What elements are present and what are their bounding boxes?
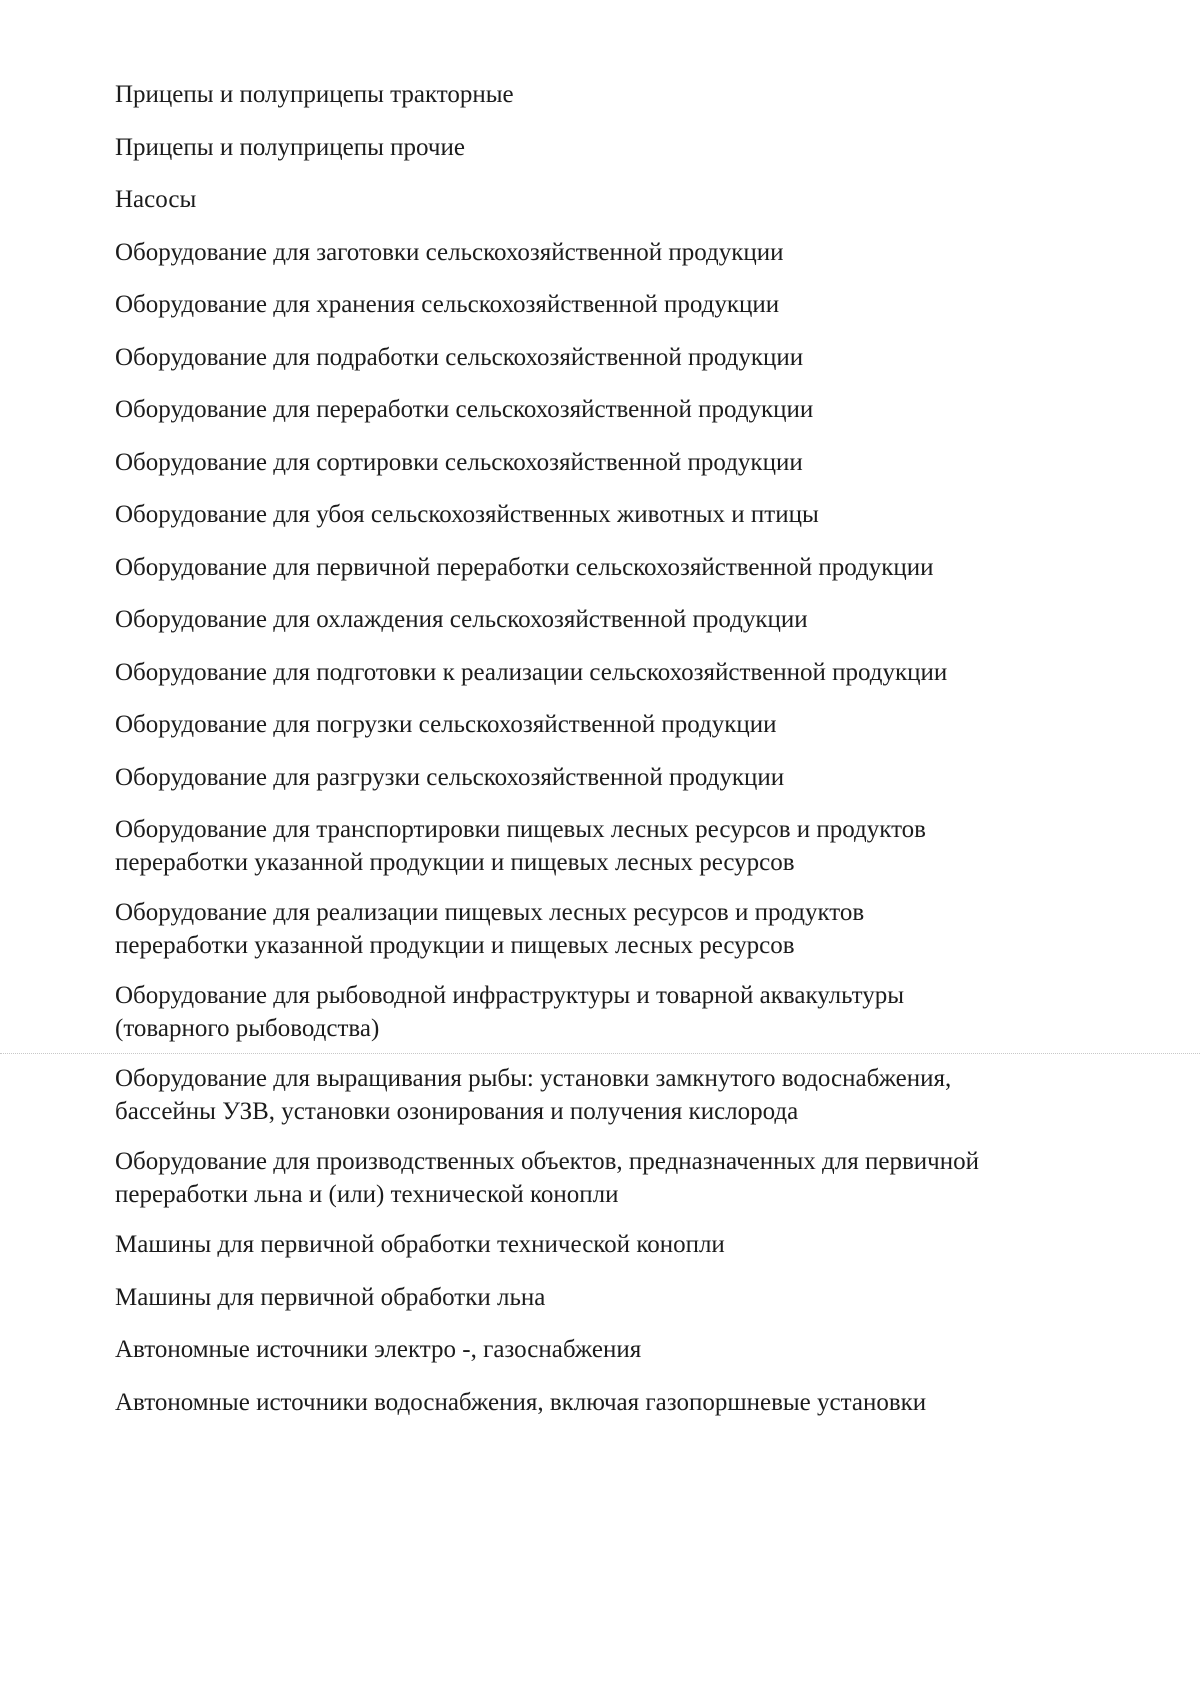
list-item: Оборудование для переработки сельскохозяйственной продукции: [115, 396, 814, 423]
list-item: Автономные источники водоснабжения, включая газопоршневые установки: [115, 1388, 927, 1416]
list-item: Оборудование для первичной переработки сельскохозяйственной продукции: [115, 553, 934, 581]
list-item: Оборудование для подготовки к реализации сельскохозяйственной продукции: [115, 658, 948, 686]
list-item: Оборудование для охлаждения сельскохозяйственной продукции: [115, 606, 808, 633]
list-item: Прицепы и полуприцепы прочие: [115, 133, 465, 161]
list-item: Оборудование для реализации пищевых лесных ресурсов и продуктов переработки указанной продукции и пищевых лесных ресурсов: [115, 899, 865, 959]
list-item: Оборудование для выращивания рыбы: установки замкнутого водоснабжения, бассейны УЗВ, установки озонирования и получения кислорода: [115, 1065, 952, 1125]
list-item: Оборудование для заготовки сельскохозяйственной продукции: [115, 238, 784, 266]
list-item: Оборудование для производственных объектов, предназначенных для первичной переработки льна и (или) технической конопли: [115, 1148, 979, 1208]
list-item: Оборудование для убоя сельскохозяйственных животных и птицы: [115, 501, 819, 528]
list-item: Машины для первичной обработки технической конопли: [115, 1231, 725, 1258]
list-item: Автономные источники электро -, газоснабжения: [115, 1336, 642, 1363]
list-item: Насосы: [115, 186, 197, 213]
list-item: Прицепы и полуприцепы тракторные: [115, 81, 514, 108]
list-item: Оборудование для разгрузки сельскохозяйственной продукции: [115, 763, 785, 791]
list-item: Машины для первичной обработки льна: [115, 1283, 546, 1311]
list-item: Оборудование для подработки сельскохозяйственной продукции: [115, 343, 804, 371]
equipment-list: [115, 78, 1135, 1438]
list-item: Оборудование для сортировки сельскохозяйственной продукции: [115, 448, 803, 476]
list-item: Оборудование для транспортировки пищевых лесных ресурсов и продуктов переработки указанной продукции и пищевых лесных ресурсов: [115, 816, 926, 876]
list-item: Оборудование для погрузки сельскохозяйственной продукции: [115, 711, 777, 738]
list-item: Оборудование для рыбоводной инфраструктуры и товарной аквакультуры (товарного рыбоводства): [115, 982, 905, 1042]
list-item: Оборудование для хранения сельскохозяйственной продукции: [115, 291, 780, 318]
